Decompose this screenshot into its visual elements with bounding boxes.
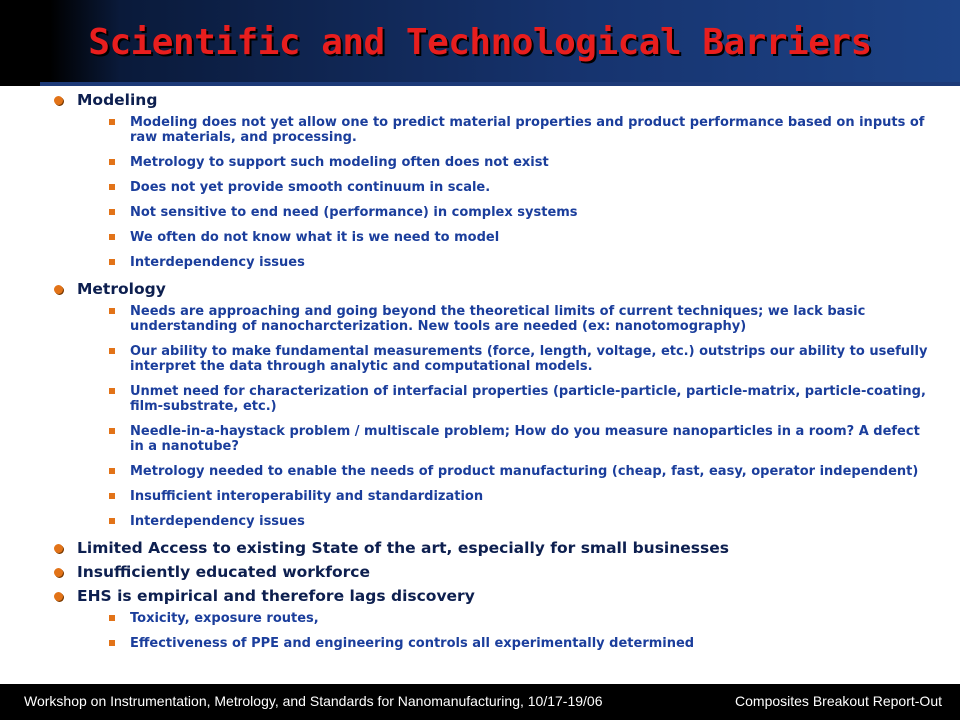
square-bullet-icon xyxy=(109,308,115,314)
list-item xyxy=(106,180,932,195)
list-item-text: Interdependency issues xyxy=(130,514,305,529)
square-bullet-icon xyxy=(109,493,115,499)
list-item xyxy=(106,611,932,626)
list-item xyxy=(106,344,932,374)
list-item xyxy=(106,155,932,170)
list-item xyxy=(106,464,932,479)
list-item xyxy=(106,424,932,454)
list-item xyxy=(106,636,932,651)
square-bullet-icon xyxy=(109,259,115,265)
square-bullet-icon xyxy=(109,209,115,215)
section-heading-modeling xyxy=(52,91,932,110)
list-item-text: Unmet need for characterization of interfacial properties (particle-particle, particle-matrix, particle-coating, film-substrate, etc.) xyxy=(130,384,926,414)
list-item-text: Effectiveness of PPE and engineering controls all experimentally determined xyxy=(130,636,695,651)
ehs-list xyxy=(52,611,932,651)
list-item xyxy=(106,489,932,504)
square-bullet-icon xyxy=(109,388,115,394)
list-item-text: Does not yet provide smooth continuum in scale. xyxy=(130,180,491,195)
section-heading-ehs xyxy=(52,587,932,606)
list-item xyxy=(106,230,932,245)
slide-title: Scientific and Technological Barriers xyxy=(88,22,872,63)
metrology-list xyxy=(52,304,932,529)
list-item xyxy=(106,255,932,270)
square-bullet-icon xyxy=(109,184,115,190)
list-item-text: Toxicity, exposure routes, xyxy=(130,611,319,626)
bullet-icon xyxy=(54,96,63,105)
list-item-text: Needs are approaching and going beyond the theoretical limits of current techniques; we lack basic understanding of nanocharcterization. New tools are needed (ex: nanotomography) xyxy=(130,304,866,334)
square-bullet-icon xyxy=(109,234,115,240)
footer-workshop-text: Workshop on Instrumentation, Metrology, and Standards for Nanomanufacturing, 10/17-19/06 xyxy=(24,693,603,709)
section-heading-text: Insufficiently educated workforce xyxy=(77,563,370,581)
square-bullet-icon xyxy=(109,159,115,165)
square-bullet-icon xyxy=(109,468,115,474)
square-bullet-icon xyxy=(109,348,115,354)
bullet-icon xyxy=(54,592,63,601)
modeling-list xyxy=(52,115,932,270)
list-item-text: Not sensitive to end need (performance) in complex systems xyxy=(130,205,578,220)
bullet-icon xyxy=(54,285,63,294)
list-item-text: Our ability to make fundamental measurements (force, length, voltage, etc.) outstrips our ability to usefully interpret the data through analytic and computational models. xyxy=(130,344,928,374)
section-heading-metrology xyxy=(52,280,932,299)
square-bullet-icon xyxy=(109,640,115,646)
list-item xyxy=(106,514,932,529)
bullet-icon xyxy=(54,568,63,577)
section-heading-limited-access xyxy=(52,539,932,558)
section-heading-text: Metrology xyxy=(77,280,166,298)
list-item xyxy=(106,205,932,220)
square-bullet-icon xyxy=(109,615,115,621)
list-item xyxy=(106,115,932,145)
section-heading-text: Modeling xyxy=(77,91,158,109)
slide-body xyxy=(52,91,932,661)
footer-report-text: Composites Breakout Report-Out xyxy=(735,693,942,709)
list-item-text: Needle-in-a-haystack problem / multiscale problem; How do you measure nanoparticles in a room? A defect in a nanotube? xyxy=(130,424,920,454)
section-heading-text: Limited Access to existing State of the art, especially for small businesses xyxy=(77,539,729,557)
list-item-text: Interdependency issues xyxy=(130,255,305,270)
list-item-text: We often do not know what it is we need to model xyxy=(130,230,500,245)
list-item-text: Metrology to support such modeling often does not exist xyxy=(130,155,549,170)
section-heading-text: EHS is empirical and therefore lags discovery xyxy=(77,587,475,605)
square-bullet-icon xyxy=(109,119,115,125)
title-underline xyxy=(40,82,960,86)
bullet-icon xyxy=(54,544,63,553)
square-bullet-icon xyxy=(109,518,115,524)
list-item-text: Modeling does not yet allow one to predict material properties and product performance based on inputs of raw materials, and processing. xyxy=(130,115,925,145)
square-bullet-icon xyxy=(109,428,115,434)
list-item-text: Insufficient interoperability and standardization xyxy=(130,489,484,504)
section-heading-workforce xyxy=(52,563,932,582)
list-item-text: Metrology needed to enable the needs of product manufacturing (cheap, fast, easy, operator independent) xyxy=(130,464,919,479)
list-item xyxy=(106,304,932,334)
footer-bar xyxy=(0,684,960,720)
list-item xyxy=(106,384,932,414)
